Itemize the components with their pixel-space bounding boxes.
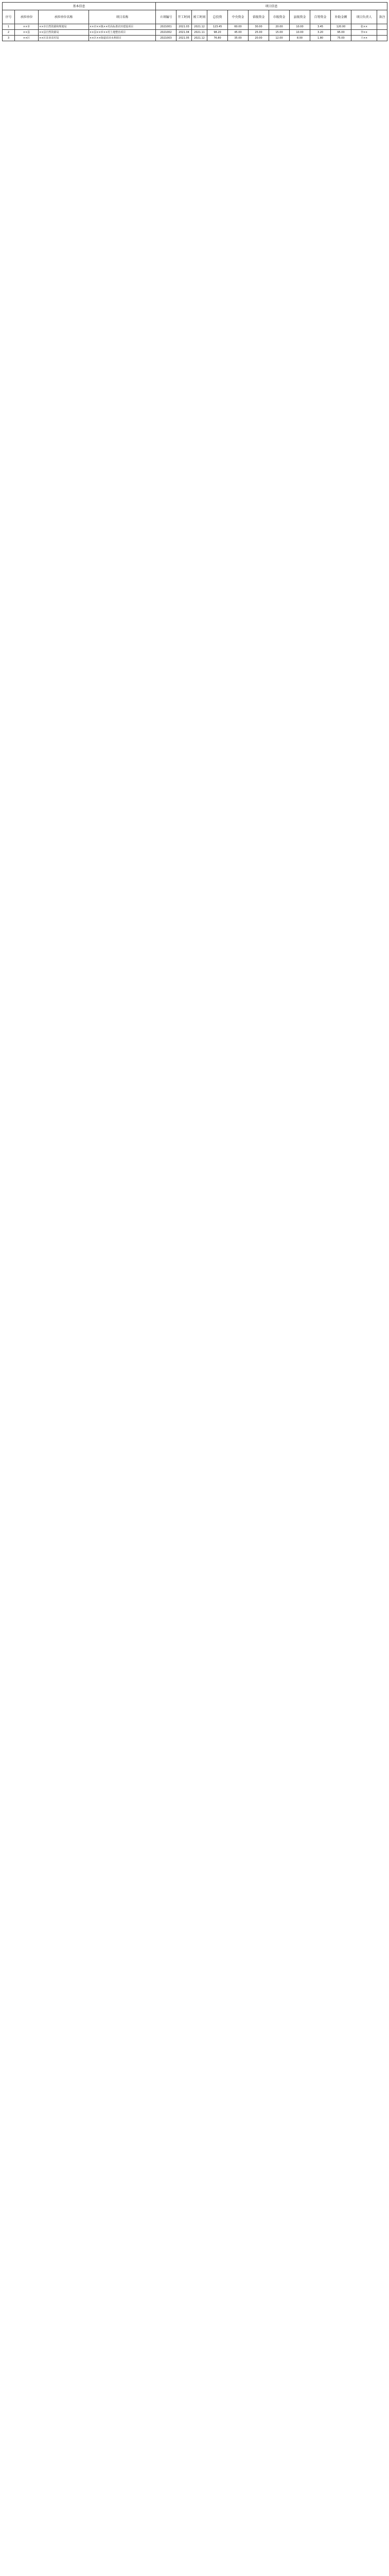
- column-header: 自筹资金: [310, 10, 331, 24]
- cell-start: 2021.04: [176, 30, 192, 36]
- cell-end: 2021.12: [192, 36, 207, 41]
- column-header: 开工时间: [176, 10, 192, 24]
- group-detail: 项目信息: [156, 3, 387, 10]
- cell-org: ××市自然资源和规划局: [39, 24, 89, 30]
- cell-unit: ××县: [15, 30, 39, 36]
- cell-self: 3.20: [310, 30, 331, 36]
- cell-seq: 3: [3, 36, 15, 41]
- header-columns-row: [3, 10, 387, 24]
- cell-subsidy: 95.00: [331, 30, 351, 36]
- cell-prov: 25.00: [249, 30, 269, 36]
- project-table: [2, 2, 387, 41]
- cell-start: 2021.03: [176, 24, 192, 30]
- table-row: [3, 30, 387, 36]
- column-header: 总投资: [207, 10, 228, 24]
- cell-county: 10.00: [290, 30, 310, 36]
- table-row: [3, 36, 387, 41]
- cell-lead: 张××: [351, 24, 377, 30]
- cell-city: 20.00: [269, 24, 290, 30]
- column-header: 县级资金: [290, 10, 310, 24]
- column-header: 承担单位名称: [39, 10, 89, 24]
- column-header: 省级资金: [249, 10, 269, 24]
- cell-self: 3.45: [310, 24, 331, 30]
- cell-note: [377, 24, 387, 30]
- cell-seq: 2: [3, 30, 15, 36]
- cell-note: [377, 30, 387, 36]
- column-header: 项目负责人: [351, 10, 377, 24]
- cell-project: ××县××乡××村土地整治项目: [89, 30, 156, 36]
- cell-org: ××县自然资源局: [39, 30, 89, 36]
- cell-central: 45.00: [228, 30, 249, 36]
- column-header: 中央资金: [228, 10, 249, 24]
- cell-central: 60.00: [228, 24, 249, 30]
- cell-code: 2021003: [156, 36, 176, 41]
- data-sheet: [2, 2, 387, 41]
- cell-self: 1.80: [310, 36, 331, 41]
- cell-total: 98.20: [207, 30, 228, 36]
- cell-end: 2021.12: [192, 24, 207, 30]
- cell-start: 2021.05: [176, 36, 192, 41]
- cell-project: ××区××街道农田水利项目: [89, 36, 156, 41]
- cell-subsidy: 120.00: [331, 24, 351, 30]
- table-body: [3, 24, 387, 41]
- cell-total: 123.45: [207, 24, 228, 30]
- cell-city: 12.00: [269, 36, 290, 41]
- cell-unit: ××区: [15, 36, 39, 41]
- cell-unit: ××市: [15, 24, 39, 30]
- cell-city: 15.00: [269, 30, 290, 36]
- cell-project: ××市××镇××村高标准农田建设项目: [89, 24, 156, 30]
- column-header: 备注: [377, 10, 387, 24]
- cell-prov: 30.00: [249, 24, 269, 30]
- cell-total: 76.80: [207, 36, 228, 41]
- cell-prov: 20.00: [249, 36, 269, 41]
- cell-org: ××区农业农村局: [39, 36, 89, 41]
- column-header: 序号: [3, 10, 15, 24]
- table-row: [3, 24, 387, 30]
- group-basic: 基本信息: [3, 3, 156, 10]
- column-header: 项目名称: [89, 10, 156, 24]
- column-header: 立项编号: [156, 10, 176, 24]
- column-header: 竣工时间: [192, 10, 207, 24]
- cell-subsidy: 75.00: [331, 36, 351, 41]
- column-header: 补助金额: [331, 10, 351, 24]
- cell-county: 8.00: [290, 36, 310, 41]
- cell-seq: 1: [3, 24, 15, 30]
- cell-central: 35.00: [228, 36, 249, 41]
- cell-end: 2021.11: [192, 30, 207, 36]
- header-group-row: [3, 3, 387, 10]
- cell-note: [377, 36, 387, 41]
- cell-lead: 李××: [351, 30, 377, 36]
- cell-code: 2021001: [156, 24, 176, 30]
- cell-lead: 王××: [351, 36, 377, 41]
- column-header: 市级资金: [269, 10, 290, 24]
- cell-code: 2021002: [156, 30, 176, 36]
- column-header: 承担单位: [15, 10, 39, 24]
- cell-county: 10.00: [290, 24, 310, 30]
